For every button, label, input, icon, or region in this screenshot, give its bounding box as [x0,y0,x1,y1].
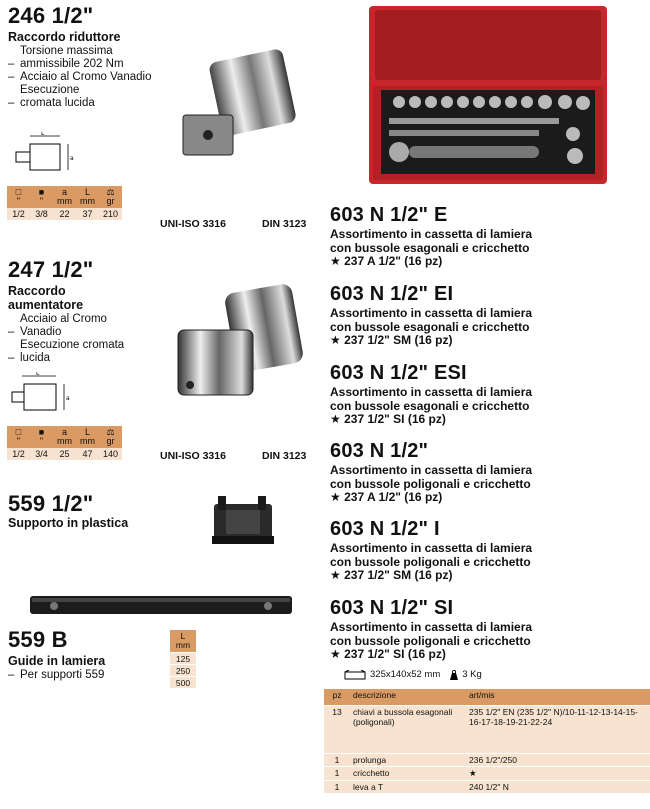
item-246-norm-din: DIN 3123 [262,218,307,230]
svg-text:L: L [41,132,45,137]
spec-header-a: a mm [53,426,76,448]
spec-value: 25 [53,448,76,460]
item-559-code: 559 1/2" [8,491,94,516]
component-desc: cricchetto [350,767,466,781]
component-art: 236 1/2"/250 [466,754,650,767]
spec-header-square-out: ■ " [30,426,53,448]
kit-item [330,204,532,269]
spec-header-weight: ⚖ gr [99,426,122,448]
adapter-dimension-diagram-icon [8,372,80,420]
svg-text:L: L [36,372,40,377]
bullet: –Esecuzione cromata lucida [8,84,95,109]
kit-item [330,283,532,348]
plastic-support-image-icon [208,492,278,554]
svg-text:a: a [70,155,74,162]
item-559b-length-table [170,630,196,688]
kit-desc-line3: ★ 237 1/2" SM (16 pz) [330,568,453,582]
item-246-name: Raccordo riduttore [8,30,121,44]
kit-code: 603 N 1/2" EI [330,283,454,305]
svg-text:a: a [66,395,70,402]
length-value: 500 [170,677,196,689]
kit-desc-line2: con bussole poligonali e cricchetto [330,476,531,491]
item-559-name: Supporto in plastica [8,516,129,530]
component-art: ★ [466,767,650,781]
increaser-adapter-image-icon [170,280,310,410]
component-desc: leva a T [350,781,466,794]
components-header-descrizione: descrizione [350,689,466,706]
component-qty: 1 [324,767,350,781]
kit-desc-line3: ★ 237 1/2" SI (16 pz) [330,647,446,661]
item-247-name-line2: aumentatore [8,298,84,312]
kit-desc-line3: ★ 237 A 1/2" (16 pz) [330,254,443,268]
reducer-adapter-image-icon [175,40,315,170]
spec-value: 37 [76,208,99,220]
length-header: L mm [170,630,196,653]
spec-header-l: L mm [76,186,99,208]
kit-item [330,362,532,427]
kit-desc-line2: con bussole poligonali e cricchetto [330,633,531,648]
box-icon [344,670,366,680]
item-246-spec-table [7,186,122,220]
adapter-dimension-diagram-icon [8,132,80,180]
spec-value: 3/4 [30,448,53,460]
metal-rail-image-icon [30,592,292,618]
bullet: –Torsione massima ammissibile 202 Nm [8,45,124,70]
weight-icon [450,670,458,680]
toolbox-kit-image-icon [369,6,607,184]
kit-desc-line1: Assortimento in cassetta di lamiera [330,541,533,555]
spec-value: 3/8 [30,208,53,220]
kit-desc-line1: Assortimento in cassetta di lamiera [330,620,533,634]
kit-desc-line2: con bussole esagonali e cricchetto [330,240,530,255]
kit-components-table [324,689,650,793]
item-247-norm-din: DIN 3123 [262,450,307,462]
component-art: 235 1/2" EN (235 1/2" N)/10-11-12-13-14-15-16-17-18-19-21-22-24 [466,706,650,754]
kit-code: 603 N 1/2" [330,440,429,462]
item-559b-code: 559 B [8,627,68,652]
item-247-norm-uni: UNI-ISO 3316 [160,450,226,462]
kit-item [330,440,532,505]
kit-desc-line1: Assortimento in cassetta di lamiera [330,306,533,320]
spec-header-weight: ⚖ gr [99,186,122,208]
component-qty: 13 [324,706,350,754]
component-desc: chiavi a bussola esagonali (poligonali) [350,706,466,754]
box-specs [344,669,482,680]
kit-desc-line1: Assortimento in cassetta di lamiera [330,385,533,399]
kit-code: 603 N 1/2" ESI [330,362,467,384]
bullet: – Acciaio al Cromo Vanadio [8,71,152,83]
item-559b-bullet: – Per supporti 559 [8,669,105,681]
length-value: 250 [170,665,196,677]
kit-code: 603 N 1/2" E [330,204,448,226]
item-246-norm-uni: UNI-ISO 3316 [160,218,226,230]
spec-header-square-drive: □ " [7,426,30,448]
kit-code: 603 N 1/2" I [330,518,440,540]
spec-value: 140 [99,448,122,460]
box-weight: 3 Kg [462,669,482,680]
kit-code: 603 N 1/2" SI [330,597,454,619]
component-art: 240 1/2" N [466,781,650,794]
components-header-art: art/mis [466,689,650,706]
item-246-bullets [8,45,158,110]
bullet: –Acciaio al Cromo Vanadio [8,313,107,338]
spec-value: 22 [53,208,76,220]
length-value: 125 [170,653,196,665]
item-247-code: 247 1/2" [8,257,94,282]
item-246-code: 246 1/2" [8,3,94,28]
item-247-bullets [8,313,158,365]
kit-desc-line3: ★ 237 1/2" SI (16 pz) [330,412,446,426]
components-header-pz: pz [324,689,350,706]
item-247-name-line1: Raccordo [8,284,66,298]
spec-header-a: a mm [53,186,76,208]
kit-desc-line1: Assortimento in cassetta di lamiera [330,227,533,241]
kit-item [330,597,532,662]
spec-header-l: L mm [76,426,99,448]
spec-value: 210 [99,208,122,220]
spec-header-square-drive: □ " [7,186,30,208]
item-247-spec-table [7,426,122,460]
bullet: –Esecuzione cromata lucida [8,339,125,364]
spec-value: 47 [76,448,99,460]
item-559b-name: Guide in lamiera [8,654,106,668]
component-qty: 1 [324,781,350,794]
kit-desc-line2: con bussole esagonali e cricchetto [330,398,530,413]
component-desc: prolunga [350,754,466,767]
spec-value: 1/2 [7,208,30,220]
box-dimensions: 325x140x52 mm [370,669,441,680]
spec-header-square-out: ■ " [30,186,53,208]
spec-value: 1/2 [7,448,30,460]
kit-desc-line2: con bussole esagonali e cricchetto [330,319,530,334]
kit-desc-line3: ★ 237 1/2" SM (16 pz) [330,333,453,347]
component-qty: 1 [324,754,350,767]
kit-item [330,518,532,583]
kit-desc-line2: con bussole poligonali e cricchetto [330,554,531,569]
kit-desc-line3: ★ 237 A 1/2" (16 pz) [330,490,443,504]
kit-desc-line1: Assortimento in cassetta di lamiera [330,463,533,477]
